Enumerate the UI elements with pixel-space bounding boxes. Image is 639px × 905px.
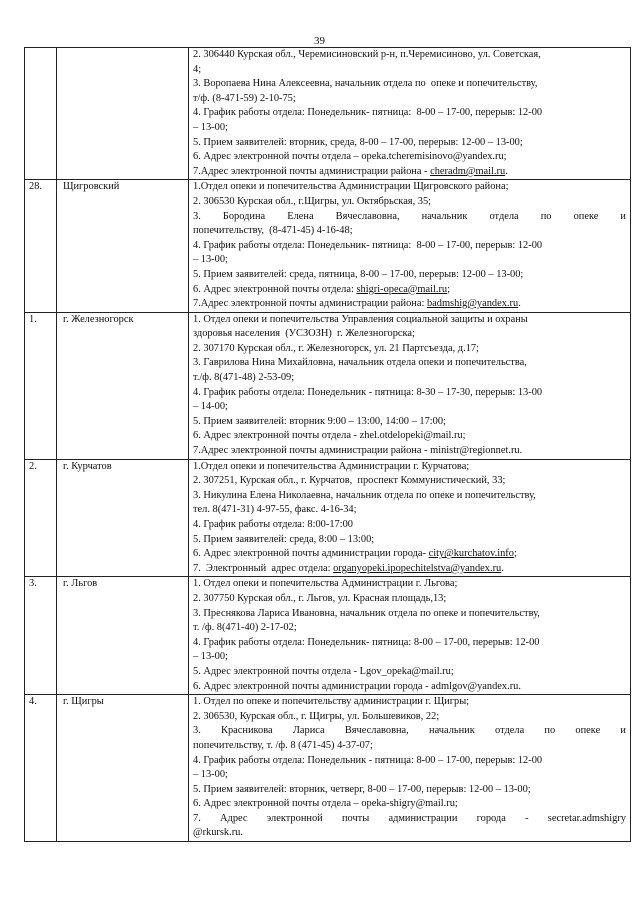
info-line [193,724,626,739]
table-row [25,312,631,459]
info-line [193,444,626,459]
info-line [193,268,626,283]
info-line [193,577,626,592]
info-line [193,797,626,812]
info-line-text: 7.Адрес электронной почты администрации района: [193,298,427,310]
info-line-text: 4; [193,63,202,75]
info-line [193,224,626,239]
info-line-text: тел. 8(471-31) 4-97-55, факс. 4-16-34; [193,504,357,516]
table-row [25,695,631,842]
row-number-cell: 3. [25,577,57,695]
info-line [193,636,626,651]
info-line-text: 5. Прием заявителей: среда, 8:00 – 13:00; [193,533,375,545]
info-line-text: – 13-00; [193,651,228,663]
table-row [25,459,631,577]
info-line-text: 3. Преснякова Лариса Ивановна, начальник отдела по опеке и попечительству, [193,607,540,619]
info-line-text: здоровья населения (УСЗОЗН) г. Железногорска; [193,328,415,340]
info-line [193,150,626,165]
info-line-text: – 13-00; [193,769,228,781]
info-line-text: 2. 306530, Курская обл., г. Щигры, ул. Большевиков, 22; [193,710,440,722]
office-info-cell [189,180,631,312]
info-line-text: попечительству, т. /ф. 8 (471-45) 4-37-07; [193,739,373,751]
info-line-text: 4. График работы отдела: Понедельник- пятница: 8-00 – 17-00, перерыв: 12-00 [193,107,543,119]
info-line-text: 6. Адрес электронной почты администрации города - admlgov@yandex.ru. [193,680,521,692]
email-link[interactable]: city@kurchatov.info [428,548,514,560]
office-info-cell [189,695,631,842]
info-line [193,710,626,725]
info-line-text: 7. Адрес электронной почты администрации города - secretar.admshigry [193,812,626,824]
info-line-text: 2. 306440 Курская обл., Черемисиновский р-н, п.Черемисиново, ул. Советская, [193,49,541,60]
info-line [193,283,626,298]
email-link[interactable]: badmshig@yandex.ru [426,298,519,310]
info-line [193,680,626,695]
info-line-text: 2. 306530 Курская обл., г.Щигры, ул. Октябрьская, 35; [193,195,432,207]
info-line-text: – 13-00; [193,121,228,133]
row-number-cell: 1. [25,312,57,459]
info-line [193,386,626,401]
info-line [193,592,626,607]
info-line-text: 4. График работы отдела: Понедельник- пятница: 8-00 – 17-00, перерыв: 12-00 [193,636,540,648]
info-line [193,695,626,710]
row-number-cell: 4. [25,695,57,842]
info-line-text: 2. 307251, Курская обл., г. Курчатов, проспект Коммунистический, 33; [193,475,506,487]
info-line-suffix: . [501,562,504,574]
info-line [193,415,626,430]
info-line [193,63,626,78]
info-line-text: 2. 307170 Курская обл., г. Железногорск, ул. 21 Партсъезда, д.17; [193,342,479,354]
info-line [193,195,626,210]
info-line-text: 5. Прием заявителей: вторник, среда, 8-00 – 17-00, перерыв: 12-00 – 13-00; [193,136,523,148]
row-number-cell: 28. [25,180,57,312]
info-line [193,121,626,136]
info-line [193,533,626,548]
info-line [193,826,626,841]
info-line-text: 1. Отдел опеки и попечительства Администрации г. Льгова; [193,578,458,590]
info-line-suffix: ; [513,548,517,560]
email-link[interactable]: cheradm@mail.ru [430,165,506,177]
info-line [193,783,626,798]
info-line [193,547,626,562]
info-line-text: 1.Отдел опеки и попечительства Администрации Щигровского района; [193,181,509,193]
info-line-text: 7.Адрес электронной почты администрации района - [193,165,431,177]
district-name-cell: г. Льгов [57,577,189,695]
email-link[interactable]: shigri-opeca@mail.ru [356,283,448,295]
info-line [193,371,626,386]
office-info-cell [189,459,631,577]
info-line-text: 5. Прием заявителей: среда, пятница, 8-00 – 17-00, перерыв: 12-00 – 13-00; [193,268,524,280]
info-line [193,429,626,444]
info-line [193,327,626,342]
info-line-text: 2. 307750 Курская обл., г. Льгов, ул. Красная площадь,13; [193,592,447,604]
table-row [25,577,631,695]
info-line-suffix: ; [447,283,450,295]
info-line-text: 4. График работы отдела: Понедельник - пятница: 8-00 – 17-00, перерыв: 12-00 [193,754,543,766]
info-line [193,650,626,665]
district-name-cell: г. Курчатов [57,459,189,577]
email-link[interactable]: organyopeki.ipopechitelstva@yandex.ru [333,562,502,574]
info-line-suffix: . [518,298,521,310]
info-line [193,812,626,827]
info-line [193,665,626,680]
info-line-text: 4. График работы отдела: 8:00-17:00 [193,519,354,530]
info-line-text: попечительству, (8-471-45) 4-16-48; [193,225,353,237]
info-line [193,210,626,225]
district-name-cell: г. Железногорск [57,312,189,459]
info-line-text: т/ф. (8-471-59) 2-10-75; [193,92,296,104]
info-line [193,562,626,577]
table-row [25,48,631,180]
info-line-text: – 14-00; [193,401,228,413]
table-body [25,48,631,842]
info-line-text: 6. Адрес электронной почты отдела – opeka.tcheremisinovo@yandex.ru; [193,151,507,163]
info-line-text: т. /ф. 8(471-40) 2-17-02; [193,622,297,634]
info-line-text: 6. Адрес электронной почты отдела - zhel.otdelopeki@mail.ru; [193,430,466,442]
info-line [193,239,626,254]
info-line-text: 3. Бородина Елена Вячеславовна, начальник отдела по опеке и [193,210,626,222]
info-line-text: 5. Прием заявителей: вторник 9:00 – 13:00, 14:00 – 17:00; [193,415,446,427]
table-row [25,180,631,312]
office-info-cell [189,48,631,180]
info-line [193,180,626,195]
info-line [193,739,626,754]
info-line-suffix: . [505,165,508,177]
info-line [193,356,626,371]
info-line-text: 1. Отдел опеки и попечительства Управления социальной защиты и охраны [193,313,528,325]
info-line [193,106,626,121]
info-line [193,165,626,180]
info-line [193,460,626,475]
row-number-cell [25,48,57,180]
info-line-text: т./ф. 8(471-48) 2-53-09; [193,372,295,384]
info-line-text: – 13-00; [193,254,228,266]
info-line-text: 7. Электронный адрес отдела: [193,562,334,574]
info-line-text: 3. Гаврилова Нина Михайловна, начальник отдела опеки и попечительства, [193,357,527,369]
info-line-text: 4. График работы отдела: Понедельник - пятница: 8-30 – 17-30, перерыв: 13-00 [193,386,543,398]
info-line [193,607,626,622]
info-line [193,518,626,533]
info-line-text: 5. Адрес электронной почты отдела - Lgov_opeka@mail.ru; [193,665,454,677]
info-line [193,489,626,504]
info-line-text: 7.Адрес электронной почты администрации района - ministr@regionnet.ru. [193,445,523,457]
info-line-text: 3. Воропаева Нина Алексеевна, начальник отдела по опеке и попечительству, [193,78,538,90]
info-line [193,503,626,518]
info-line-text: 6. Адрес электронной почты отдела: [193,283,357,295]
guardianship-offices-table [24,47,631,842]
info-line [193,92,626,107]
info-line-text: 4. График работы отдела: Понедельник- пятница: 8-00 – 17-00, перерыв: 12-00 [193,239,543,251]
info-line [193,313,626,328]
info-line [193,253,626,268]
info-line-text: 6. Адрес электронной почты отдела – opeka-shigry@mail.ru; [193,798,458,810]
info-line-text: 3. Никулина Елена Николаевна, начальник отдела по опеке и попечительству, [193,489,536,501]
info-line [193,342,626,357]
info-line [193,400,626,415]
info-line [193,621,626,636]
info-line [193,474,626,489]
page-number: 39 [314,35,325,47]
info-line-text: 1.Отдел опеки и попечительства Администрации г. Курчатова; [193,460,470,472]
info-line-text: 5. Прием заявителей: вторник, четверг, 8-00 – 17-00, перерыв: 12-00 – 13-00; [193,783,531,795]
info-line [193,297,626,312]
info-line-text: 6. Адрес электронной почты администрации города- [193,548,429,560]
district-name-cell [57,48,189,180]
info-line [193,136,626,151]
office-info-cell [189,312,631,459]
info-line [193,48,626,63]
info-line-text: @rkursk.ru. [193,827,243,839]
info-line [193,754,626,769]
info-line [193,768,626,783]
info-line-text: 3. Красникова Лариса Вячеславовна, начальник отдела по опеке и [193,725,626,737]
office-info-cell [189,577,631,695]
district-name-cell: г. Щигры [57,695,189,842]
row-number-cell: 2. [25,459,57,577]
district-name-cell: Щигровский [57,180,189,312]
info-line-text: 1. Отдел по опеке и попечительству администрации г. Щигры; [193,696,470,708]
info-line [193,77,626,92]
